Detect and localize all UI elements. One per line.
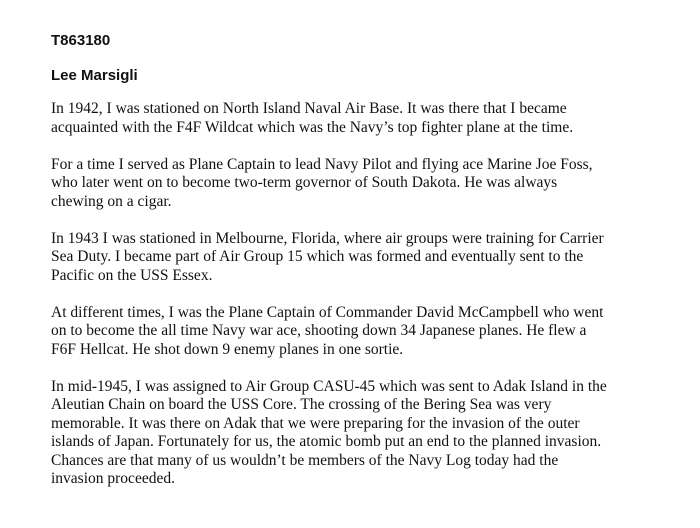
text-line: on to become the all time Navy war ace, shooting down 34 Japanese planes. He flew a [51,322,587,339]
text-line: islands of Japan. Fortunately for us, the atomic bomb put an end to the planned invasion. [51,433,602,450]
text-line: In 1943 I was stationed in Melbourne, Florida, where air groups were training for Carrier [51,229,604,247]
text-line: Aleutian Chain on board the USS Core. The crossing of the Bering Sea was very [51,396,552,413]
text-line: In 1942, I was stationed on North Island Naval Air Base. It was there that I became [51,100,567,117]
text-line: In mid-1945, I was assigned to Air Group CASU-45 which was sent to Adak Island in the [51,377,607,395]
paragraph [51,304,671,360]
text-line: invasion proceeded. [51,470,175,487]
text-line: For a time I served as Plane Captain to lead Navy Pilot and flying ace Marine Joe Foss, [51,155,593,173]
text-line: acquainted with the F4F Wildcat which was the Navy’s top fighter plane at the time. [51,118,574,136]
document-id: T863180 [51,32,111,49]
paragraph [51,378,671,489]
text-line: memorable. It was there on Adak that we were preparing for the invasion of the outer [51,414,580,432]
paragraph [51,156,671,212]
text-line: Pacific on the USS Essex. [51,266,213,284]
text-line: Chances are that many of us wouldn’t be members of the Navy Log today had the [51,451,559,469]
document-body [51,100,671,507]
paragraph [51,100,671,137]
text-line: Sea Duty. I became part of Air Group 15 which was formed and eventually sent to the [51,248,584,265]
author-name: Lee Marsigli [51,67,138,84]
text-line: who later went on to become two-term governor of South Dakota. He was always [51,174,558,191]
text-line: F6F Hellcat. He shot down 9 enemy planes in one sortie. [51,340,404,358]
text-line: At different times, I was the Plane Captain of Commander David McCampbell who went [51,303,604,321]
paragraph [51,230,671,286]
text-line: chewing on a cigar. [51,192,172,210]
